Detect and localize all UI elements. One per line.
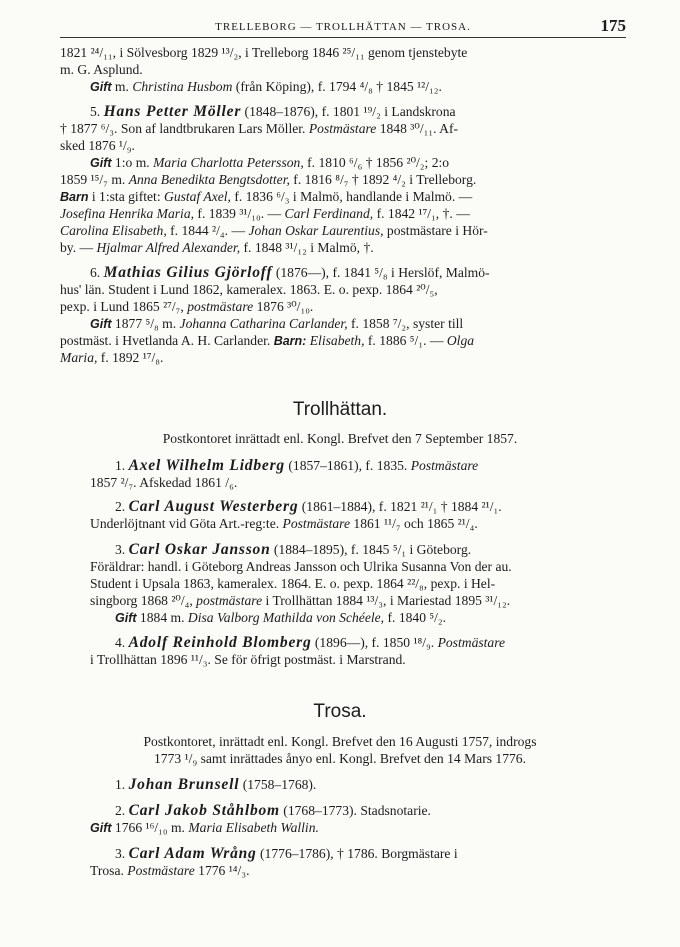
entry-heading: 4. Adolf Reinhold Blomberg (1896—), f. 1850 ¹⁸/₉. Postmästare bbox=[115, 634, 506, 651]
text-line: Gift m. Christina Husbom (från Köping), f. 1794 ⁴/₈ † 1845 ¹²/₁₂. bbox=[90, 79, 442, 94]
entry-heading: 1. Johan Brunsell (1758–1768). bbox=[115, 776, 317, 793]
text-line: i Trollhättan 1896 ¹¹/₃. Se för öfrigt postmäst. i Marstrand. bbox=[90, 652, 406, 667]
text-line: Gift 1877 ⁵/₈ m. Johanna Catharina Carlander, f. 1858 ⁷/₂, syster till bbox=[90, 316, 464, 331]
entry-heading: 3. Carl Adam Wrång (1776–1786), † 1786. Borgmästare i bbox=[115, 845, 458, 862]
section-heading-trollhattan: Trollhättan. bbox=[292, 399, 388, 420]
text-line: Gift 1766 ¹⁶/₁₀ m. Maria Elisabeth Wallin. bbox=[90, 820, 319, 835]
text-line: by. — Hjalmar Alfred Alexander, f. 1848 ³¹/₁₂ i Malmö, †. bbox=[60, 240, 374, 255]
person-name: Hans Petter Möller bbox=[103, 103, 242, 120]
text-line: Trosa. Postmästare 1776 ¹⁴/₃. bbox=[90, 863, 250, 878]
entry-heading: 1. Axel Wilhelm Lidberg (1857–1861), f. 1835. Postmästare bbox=[115, 457, 479, 474]
text-line: † 1877 ⁶/₃. Son af landtbrukaren Lars Möller. Postmästare 1848 ³⁰/₁₁. Af- bbox=[60, 121, 458, 136]
text-line: Student i Upsala 1863, kameralex. 1864. E. o. pexp. 1864 ²²/₈, pexp. i Hel- bbox=[90, 576, 496, 591]
section-heading-trosa: Trosa. bbox=[313, 701, 367, 722]
text-line: Barn i 1:sta giftet: Gustaf Axel, f. 1836 ⁶/₃ i Malmö, handlande i Malmö. — bbox=[60, 189, 473, 204]
section-intro: Postkontoret inrättadt enl. Kongl. Brefvet den 7 September 1857. bbox=[162, 431, 518, 446]
text-line: postmäst. i Hvetlanda A. H. Carlander. Barn: Elisabeth, f. 1886 ⁵/₁. — Olga bbox=[60, 333, 475, 348]
text-line: sked 1876 ¹/₉. bbox=[60, 138, 135, 153]
running-title: TRELLEBORG — TROLLHÄTTAN — TROSA. bbox=[215, 21, 471, 33]
text-line: 1821 ²⁴/₁₁, i Sölvesborg 1829 ¹³/₂, i Trelleborg 1846 ²⁵/₁₁ genom tjenstebyte bbox=[60, 45, 468, 60]
person-name: Carl Adam Wrång bbox=[128, 845, 257, 862]
entry-heading: 5. Hans Petter Möller (1848–1876), f. 1801 ¹⁹/₂ i Landskrona bbox=[90, 103, 456, 120]
entry-heading: 2. Carl August Westerberg (1861–1884), f. 1821 ²¹/₁ † 1884 ²¹/₁. bbox=[115, 498, 502, 515]
text-line: Maria, f. 1892 ¹⁷/₈. bbox=[60, 350, 164, 365]
text-line: m. G. Asplund. bbox=[60, 62, 143, 77]
entry-heading: 6. Mathias Gilius Gjörloff (1876—), f. 1841 ⁵/₈ i Herslöf, Malmö- bbox=[90, 264, 490, 281]
page-number: 175 bbox=[600, 16, 626, 35]
person-name: Johan Brunsell bbox=[128, 776, 240, 793]
text-line: Föräldrar: handl. i Göteborg Andreas Jansson och Ulrika Susanna Von der au. bbox=[90, 559, 512, 574]
person-name: Carl Oskar Jansson bbox=[128, 541, 271, 558]
section-intro: 1773 ¹/₉ samt inrättades ånyo enl. Kongl. Brefvet den 14 Mars 1776. bbox=[154, 751, 526, 766]
person-name: Adolf Reinhold Blomberg bbox=[128, 634, 312, 651]
text-line: Carolina Elisabeth, f. 1844 ²/₄. — Johan Oskar Laurentius, postmästare i Hör- bbox=[60, 223, 488, 238]
text-line: Josefina Henrika Maria, f. 1839 ³¹/₁₀. — Carl Ferdinand, f. 1842 ¹⁷/₁, †. — bbox=[60, 206, 470, 221]
entry-heading: 3. Carl Oskar Jansson (1884–1895), f. 1845 ⁵/₁ i Göteborg. bbox=[115, 541, 472, 558]
text-line: hus' län. Student i Lund 1862, kameralex. 1863. E. o. pexp. 1864 ²⁰/₅, bbox=[60, 282, 438, 297]
text-line: 1857 ²/₇. Afskedad 1861 /₆. bbox=[90, 475, 238, 490]
person-name: Carl August Westerberg bbox=[128, 498, 299, 515]
page-header bbox=[60, 16, 626, 38]
section-intro: Postkontoret, inrättadt enl. Kongl. Brefvet den 16 Augusti 1757, indrogs bbox=[143, 734, 537, 749]
person-name: Carl Jakob Ståhlbom bbox=[128, 802, 280, 819]
person-name: Axel Wilhelm Lidberg bbox=[128, 457, 285, 474]
text-line: singborg 1868 ²⁰/₄, postmästare i Trollhättan 1884 ¹³/₃, i Mariestad 1895 ³¹/₁₂. bbox=[90, 593, 511, 608]
text-line: Gift 1884 m. Disa Valborg Mathilda von Schéele, f. 1840 ⁵/₂. bbox=[115, 610, 447, 625]
entry-heading: 2. Carl Jakob Ståhlbom (1768–1773). Stadsnotarie. bbox=[115, 802, 431, 819]
text-line: Gift 1:o m. Maria Charlotta Petersson, f. 1810 ⁶/₆ † 1856 ²⁰/₂; 2:o bbox=[90, 155, 450, 170]
text-line: 1859 ¹⁵/₇ m. Anna Benedikta Bengtsdotter, f. 1816 ⁸/₇ † 1892 ⁴/₂ i Trelleborg. bbox=[60, 172, 477, 187]
person-name: Mathias Gilius Gjörloff bbox=[103, 264, 273, 281]
text-line: Underlöjtnant vid Göta Art.-reg:te. Postmästare 1861 ¹¹/₇ och 1865 ²¹/₄. bbox=[90, 516, 478, 531]
text-line: pexp. i Lund 1865 ²⁷/₇, postmästare 1876 ³⁰/₁₀. bbox=[60, 299, 314, 314]
